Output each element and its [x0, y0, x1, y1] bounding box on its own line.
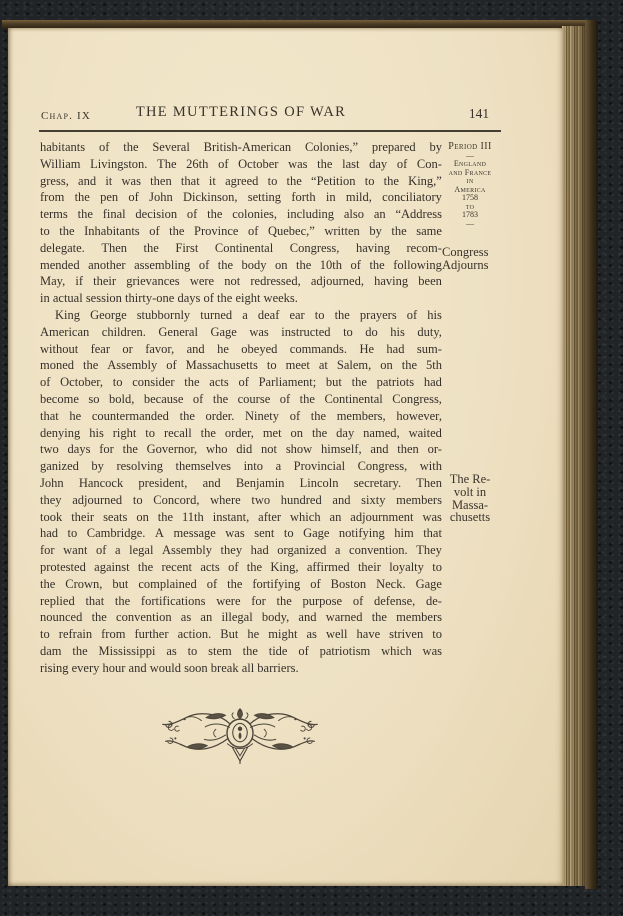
page-number: 141	[468, 106, 490, 121]
note-line: Congress	[442, 245, 489, 259]
body-line: terms the final decision of the colonies, including also an “Address	[40, 207, 442, 222]
body-line: to refrain from further action. But he might as well have striven to	[40, 627, 442, 642]
body-line: had to Cambridge. A message was sent to Gage notifying him that	[40, 526, 442, 541]
period-line: America	[454, 184, 486, 194]
body-line: for want of a legal Assembly they had organized a convention. They	[40, 543, 442, 558]
margin-note-revolt-massachusetts	[436, 473, 504, 524]
body-line: that he countermanded the order. Ninety of the members, however,	[40, 408, 442, 423]
note-line: chusetts	[449, 510, 491, 525]
body-line: become so bold, because of the course of the Continental Congress,	[40, 391, 442, 406]
body-text	[40, 139, 442, 677]
body-line: protested against the recent acts of the King, affirmed their loyalty to	[40, 559, 442, 574]
note-line: Massa-	[451, 497, 489, 512]
body-line: moned the Assembly of Massachusetts to meet at Salem, on the 5th	[40, 358, 442, 373]
margin-note-period	[436, 141, 504, 228]
period-title: Period III	[448, 141, 492, 152]
body-line: of October, to consider the acts of Parliament; but the patriots had	[40, 375, 442, 390]
chapter-label: Chap. IX	[41, 110, 92, 122]
body-line: John Hancock president, and Benjamin Lincoln secretary. Then	[40, 475, 442, 490]
body-line: habitants of the Several British-American Colonies,” prepared by	[40, 140, 442, 154]
book-page	[8, 28, 563, 886]
note-line: The Re-	[449, 472, 491, 486]
body-line: American children. General Gage was instructed to do his duty,	[40, 324, 442, 339]
period-line: in	[466, 176, 474, 186]
body-line: they adjourned to Concord, where two hundred and sixty members	[40, 492, 442, 507]
body-line: delegate. Then the First Continental Congress, having recom-	[40, 240, 442, 255]
period-line: and France	[448, 167, 492, 177]
body-line: rising every hour and would soon break all barriers.	[40, 660, 299, 675]
period-line: to	[465, 201, 475, 211]
body-line: nounced the convention as an illegal body, and warned the members	[40, 610, 442, 625]
page-title: THE MUTTERINGS OF WAR	[135, 104, 347, 120]
period-year: 1783	[462, 210, 478, 220]
body-line: the Crown, but complained of the fortifying of Boston Neck. Gage	[40, 576, 442, 591]
body-line: without fear or favor, and he obeyed commands. He had sum-	[40, 341, 442, 356]
body-line: two days for the Governor, who did not show himself, and then or-	[40, 442, 442, 457]
body-line: May, if their grievances were not redressed, adjourned, having been	[40, 274, 442, 289]
period-dash: —	[466, 151, 474, 160]
body-line: dam the Mississippi as to stem the tide of patriotism which was	[40, 643, 442, 658]
period-dash: —	[466, 218, 474, 228]
body-line: in actual session thirty-one days of the eight weeks.	[40, 291, 298, 306]
body-line: to the Inhabitants of the Province of Quebec,” written by the same	[40, 223, 442, 238]
margin-notes	[436, 28, 504, 886]
period-line: England	[453, 159, 487, 168]
body-line: denying his right to recall the order, met on the day named, waited	[40, 425, 442, 440]
body-line: took their seats on the 11th instant, after which an adjournment was	[40, 509, 442, 524]
margin-note-congress-adjourns	[436, 246, 504, 272]
header-rule	[39, 130, 501, 132]
body-line: from the pen of John Dickinson, setting forth in mild, conciliatory	[40, 190, 442, 205]
book-cover-right-edge	[585, 20, 598, 889]
note-line: Adjourns	[442, 257, 489, 272]
tailpiece-flourish-icon	[158, 706, 322, 766]
note-line: volt in	[453, 484, 487, 499]
body-line: replied that the fortifications were for the purpose of defense, de-	[40, 593, 442, 608]
body-line: ganized by resolving themselves into a Provincial Congress, with	[40, 459, 442, 474]
page-stack-fore-edge	[562, 26, 585, 886]
body-line: gress, and it was then that it agreed to the “Petition to the King,”	[40, 173, 442, 188]
period-year: 1758	[462, 193, 478, 203]
body-line: King George stubbornly turned a deaf ear to the prayers of his	[55, 307, 442, 322]
body-line: mended another assembling of the body on the 10th of the following	[40, 257, 442, 272]
body-line: William Livingston. The 26th of October was the last day of Con-	[40, 156, 442, 171]
